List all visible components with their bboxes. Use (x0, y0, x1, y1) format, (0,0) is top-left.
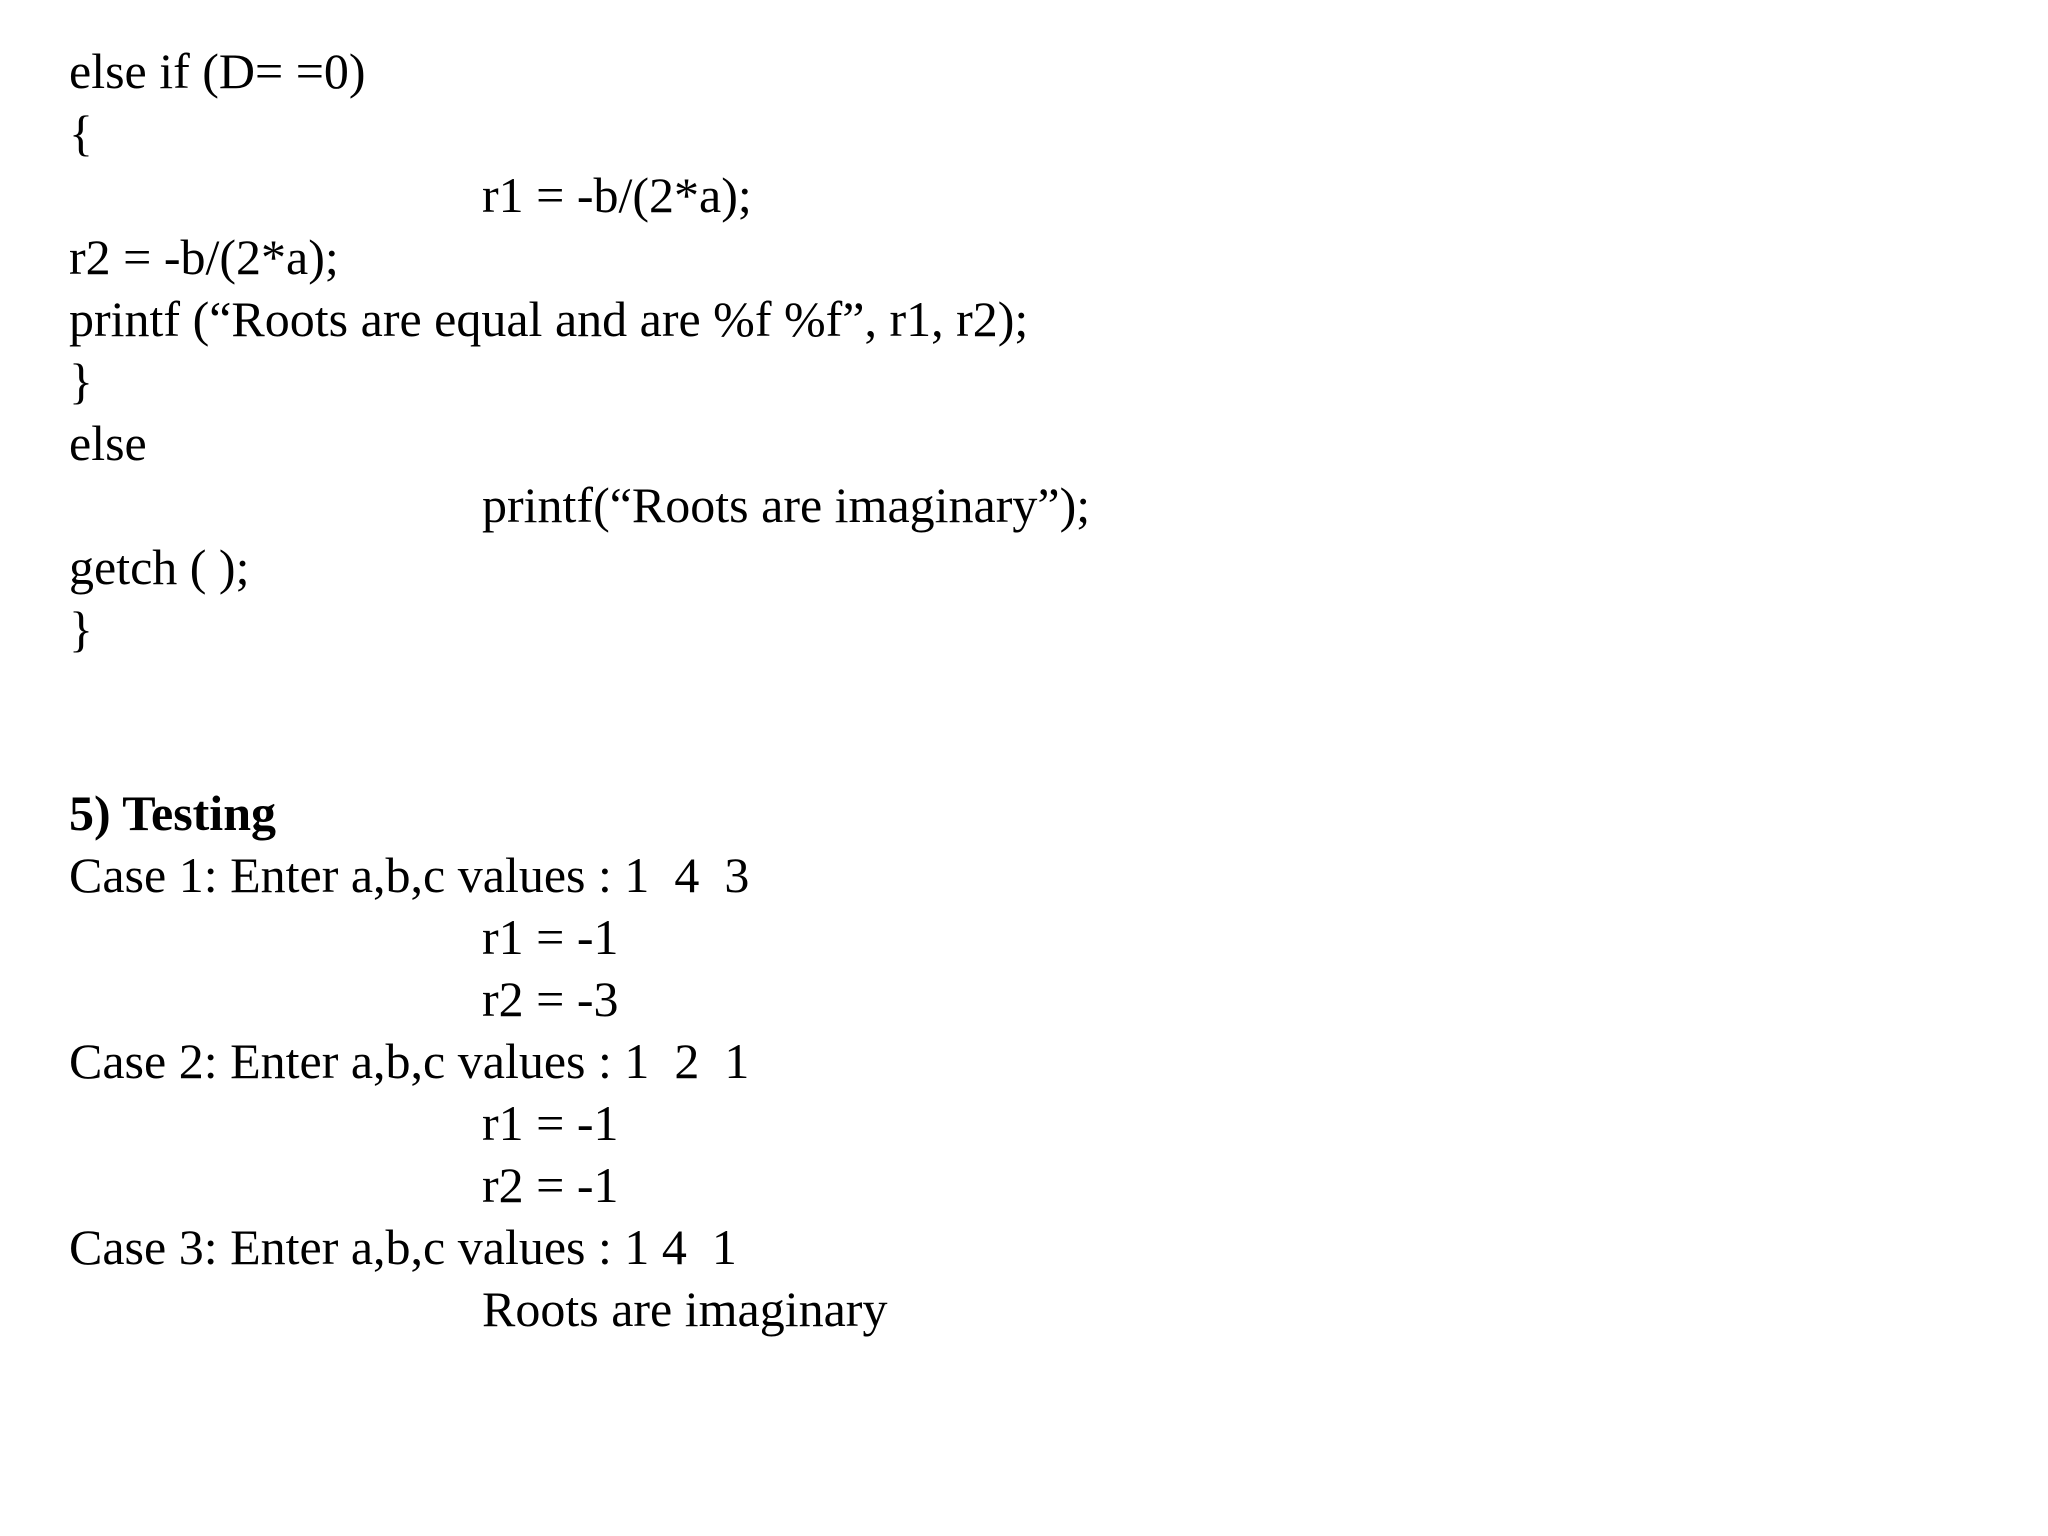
case3-prompt: Case 3: Enter a,b,c values : 1 4 1 (69, 1219, 737, 1275)
code-line-printf-imaginary: printf(“Roots are imaginary”); (482, 477, 1091, 533)
code-line-getch: getch ( ); (69, 539, 250, 595)
section-heading-testing: 5) Testing (69, 785, 277, 841)
case2-r2: r2 = -1 (482, 1157, 619, 1213)
case1-r2: r2 = -3 (482, 971, 619, 1027)
code-line-else-if: else if (D= =0) (69, 43, 366, 99)
code-line-open-brace: { (69, 105, 93, 161)
case2-prompt: Case 2: Enter a,b,c values : 1 2 1 (69, 1033, 750, 1089)
code-line-close-brace: } (69, 353, 93, 409)
case1-r1: r1 = -1 (482, 909, 619, 965)
case2-r1: r1 = -1 (482, 1095, 619, 1151)
code-line-printf-equal: printf (“Roots are equal and are %f %f”, r1, r2); (69, 291, 1029, 347)
code-line-r1-assign: r1 = -b/(2*a); (482, 167, 752, 223)
code-line-else: else (69, 415, 147, 471)
case3-result: Roots are imaginary (482, 1281, 888, 1337)
code-line-final-brace: } (69, 601, 93, 657)
case1-prompt: Case 1: Enter a,b,c values : 1 4 3 (69, 847, 750, 903)
code-line-r2-assign: r2 = -b/(2*a); (69, 229, 339, 285)
